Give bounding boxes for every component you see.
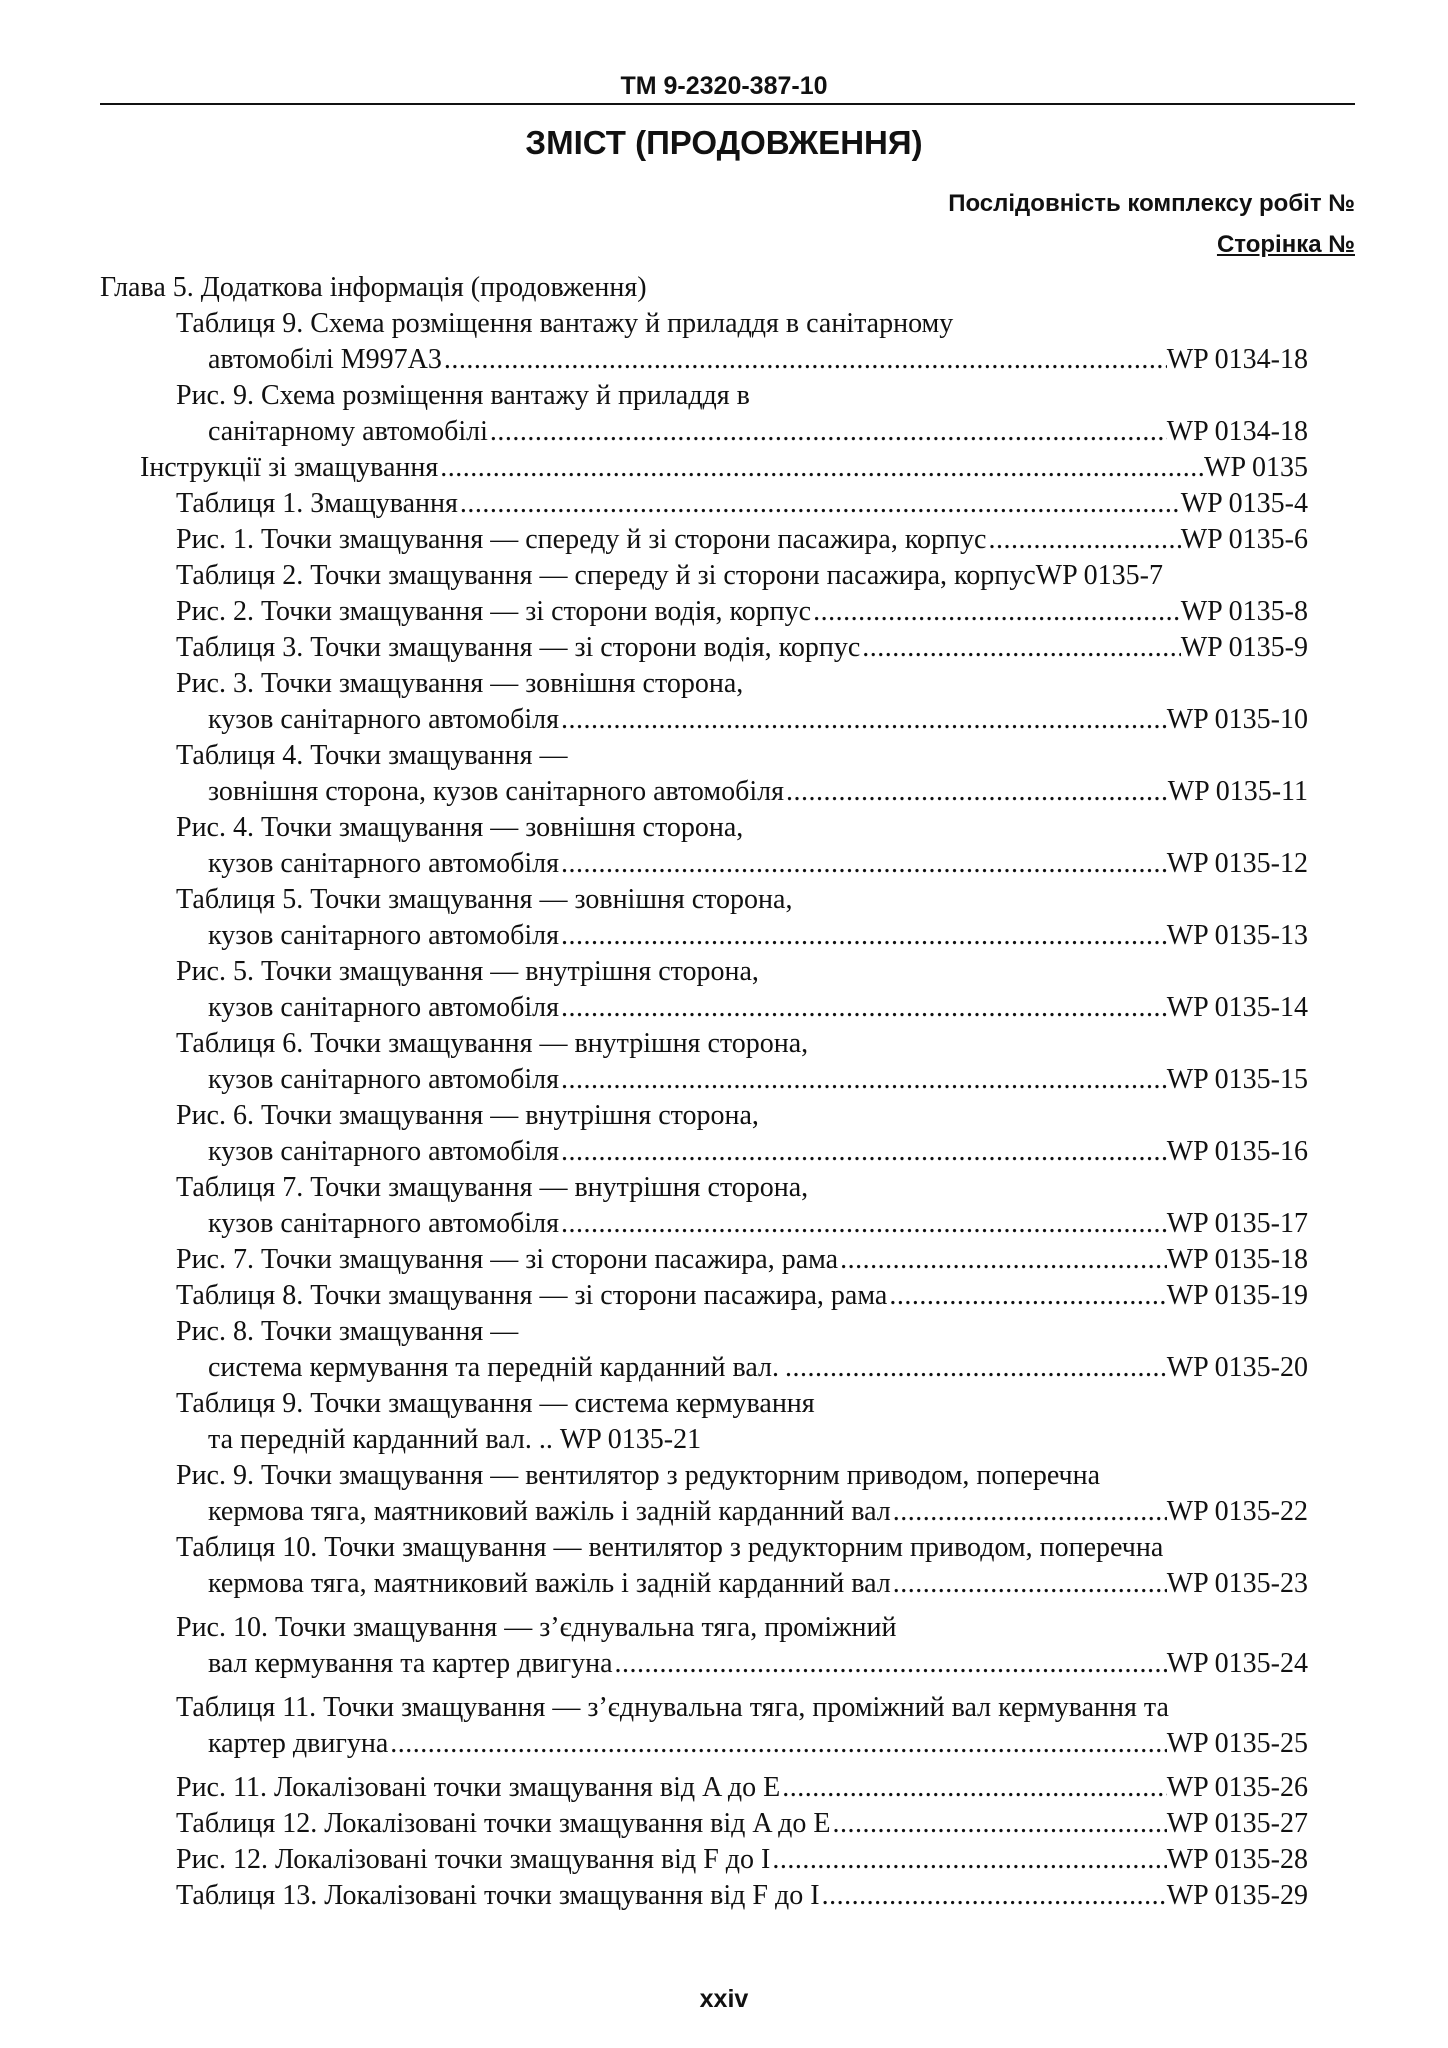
toc-entry (176, 524, 1308, 556)
toc-entry-page: WP 0135-12 (1166, 848, 1308, 879)
toc-entry-page: WP 0135-13 (1166, 920, 1308, 951)
dot-leader (770, 1844, 1166, 1876)
toc-entry-title: Таблиця 4. Точки змащування — (176, 740, 568, 771)
toc-entry-title: Таблиця 5. Точки змащування — зовнішня сторона, (176, 884, 793, 915)
toc-entry-page: WP 0135 (1204, 452, 1308, 483)
toc-entry-title: Рис. 10. Точки змащування — з’єднувальна тяга, проміжний (176, 1612, 897, 1643)
toc-entry-page: WP 0135-9 (1180, 632, 1308, 663)
toc-entry-title: Рис. 9. Схема розміщення вантажу й приладдя в (176, 380, 750, 411)
toc-entry-page: WP 0135-17 (1166, 1208, 1308, 1239)
toc-entry (208, 992, 1308, 1024)
dot-leader (838, 1244, 1167, 1276)
toc-entry-title: Рис. 6. Точки змащування — внутрішня сторона, (176, 1100, 759, 1131)
toc-entry (176, 1772, 1308, 1804)
toc-entry-page: WP 0135-10 (1166, 704, 1308, 735)
toc-chapter-heading: Глава 5. Додаткова інформація (продовження) (100, 272, 647, 303)
toc-entry-title: кузов санітарного автомобіля (208, 1208, 559, 1239)
toc-entry-title: система кермування та передній карданний вал. (208, 1352, 780, 1383)
toc-entry-title: кермова тяга, маятниковий важіль і задній карданний вал (208, 1568, 891, 1599)
dot-leader (559, 992, 1167, 1024)
dot-leader (613, 1648, 1167, 1680)
toc-entry (208, 776, 1308, 808)
toc-entry (208, 416, 1308, 448)
dot-leader (559, 1208, 1167, 1240)
toc-entry-title: Таблиця 10. Точки змащування — вентилятор з редукторним приводом, поперечна (176, 1532, 1164, 1563)
dot-leader (559, 920, 1167, 952)
dot-leader (891, 1496, 1167, 1528)
dot-leader (887, 1280, 1166, 1312)
toc-entry (208, 344, 1308, 376)
toc-entry-title: санітарному автомобілі (208, 416, 488, 447)
toc-entry (140, 452, 1308, 484)
toc-entry-page: WP 0135-4 (1180, 488, 1308, 519)
dot-leader (559, 1064, 1167, 1096)
toc-entry-title: зовнішня сторона, кузов санітарного автомобіля (208, 776, 784, 807)
toc-entry (208, 920, 1308, 952)
dot-leader (784, 776, 1168, 808)
toc-entry-page: WP 0135-25 (1166, 1728, 1308, 1759)
dot-leader (559, 704, 1167, 736)
column-heading-page: Сторінка № (1216, 231, 1355, 258)
toc-entry-title: Рис. 1. Точки змащування — спереду й зі сторони пасажира, корпус (176, 524, 987, 555)
dot-leader (820, 1880, 1167, 1912)
toc-entry-page: WP 0135-14 (1166, 992, 1308, 1023)
toc-entry (176, 632, 1308, 664)
toc-entry-title: Таблиця 2. Точки змащування — спереду й зі сторони пасажира, корпус (176, 560, 1036, 591)
toc-entry (208, 704, 1308, 736)
dot-leader (891, 1568, 1167, 1600)
toc-entry-title: Рис. 7. Точки змащування — зі сторони пасажира, рама (176, 1244, 839, 1275)
toc-entry (176, 1844, 1308, 1876)
toc-entry (208, 1648, 1308, 1680)
toc-entry-title: картер двигуна (208, 1728, 389, 1759)
page-number: xxiv (699, 1985, 749, 2013)
toc-entry (208, 1208, 1308, 1240)
toc-entry (208, 1352, 1308, 1384)
toc-entry (176, 1808, 1308, 1840)
dot-leader (780, 1772, 1167, 1804)
toc-entry-title: Рис. 4. Точки змащування — зовнішня сторона, (176, 812, 744, 843)
toc-entry-title: кузов санітарного автомобіля (208, 992, 559, 1023)
dot-leader (438, 452, 1204, 484)
toc-entry-page: WP 0134-18 (1166, 416, 1308, 447)
toc-entry-title: Рис. 9. Точки змащування — вентилятор з редукторним приводом, поперечна (176, 1460, 1101, 1491)
toc-entry-page: WP 0135-19 (1166, 1280, 1308, 1311)
dot-leader (559, 848, 1167, 880)
toc-entry-title: автомобілі M997A3 (208, 344, 442, 375)
toc-entry-title: кузов санітарного автомобіля (208, 920, 559, 951)
toc-entry-title: Таблиця 9. Точки змащування — система кермування (176, 1388, 815, 1419)
toc-entry-page: WP 0135-26 (1166, 1772, 1308, 1803)
toc-entry-title: Рис. 5. Точки змащування — внутрішня сторона, (176, 956, 759, 987)
toc-entry-title: кермова тяга, маятниковий важіль і задній карданний вал (208, 1496, 891, 1527)
toc-entry-title: Інструкції зі змащування (140, 452, 439, 483)
toc-entry-title: Таблиця 6. Точки змащування — внутрішня сторона, (176, 1028, 809, 1059)
dot-leader (388, 1728, 1166, 1760)
toc-entry-title: Таблиця 7. Точки змащування — внутрішня сторона, (176, 1172, 809, 1203)
toc-entry-page: WP 0135-18 (1166, 1244, 1308, 1275)
toc-entry-page: WP 0135-6 (1180, 524, 1308, 555)
toc-entry-page: WP 0135-29 (1166, 1880, 1308, 1911)
toc-entry-page: WP 0135-27 (1166, 1808, 1308, 1839)
toc-entry (208, 1568, 1308, 1600)
toc-entry (208, 1064, 1308, 1096)
toc-entry-title: Рис. 2. Точки змащування — зі сторони водія, корпус (176, 596, 812, 627)
toc-entry-page: WP 0135-24 (1166, 1648, 1308, 1679)
toc-entry (208, 848, 1308, 880)
toc-entry (208, 1496, 1308, 1528)
toc-entry-title: вал кермування та картер двигуна (208, 1648, 613, 1679)
dot-leader (488, 416, 1167, 448)
toc-entry-title: Таблиця 13. Локалізовані точки змащування від F до I (176, 1880, 820, 1911)
toc-entry-title: Таблиця 9. Схема розміщення вантажу й приладдя в санітарному (176, 308, 954, 339)
toc-entry-page: WP 0134-18 (1166, 344, 1308, 375)
dot-leader (811, 596, 1181, 628)
toc-entry-page: WP 0135-7 (1035, 560, 1163, 591)
toc-entry-title: Таблиця 8. Точки змащування — зі сторони пасажира, рама (176, 1280, 888, 1311)
toc-entry (208, 1136, 1308, 1168)
toc-entry-page: WP 0135-23 (1166, 1568, 1308, 1599)
toc-entry-title: кузов санітарного автомобіля (208, 1136, 559, 1167)
toc-entry-page: WP 0135-15 (1166, 1064, 1308, 1095)
toc-entry-title: Рис. 3. Точки змащування — зовнішня сторона, (176, 668, 744, 699)
toc-entry-title: та передній карданний вал. .. WP 0135-21 (208, 1424, 702, 1455)
dot-leader (559, 1136, 1167, 1168)
toc-entry-page: WP 0135-22 (1166, 1496, 1308, 1527)
toc-entry-page: WP 0135-11 (1167, 776, 1308, 807)
toc-entry (176, 596, 1308, 628)
toc-entry-page: WP 0135-16 (1166, 1136, 1308, 1167)
toc-entry (176, 560, 1163, 592)
dot-leader (986, 524, 1180, 556)
toc-entry (176, 1280, 1308, 1312)
toc-entry (176, 488, 1308, 520)
column-heading-sequence: Послідовність комплексу робіт № (948, 190, 1355, 217)
toc-entry-title: Таблиця 11. Точки змащування — з’єднувальна тяга, проміжний вал кермування та (176, 1692, 1169, 1723)
toc-entry-title: Таблиця 3. Точки змащування — зі сторони водія, корпус (176, 632, 861, 663)
toc-entry-page: WP 0135-20 (1166, 1352, 1308, 1383)
dot-leader (458, 488, 1181, 520)
document-id: TM 9-2320-387-10 (620, 72, 828, 100)
toc-entry (208, 1728, 1308, 1760)
toc-entry-title: Таблиця 12. Локалізовані точки змащування від A до E (176, 1808, 831, 1839)
toc-entry-title: Рис. 12. Локалізовані точки змащування від F до I (176, 1844, 771, 1875)
toc-entry (176, 1244, 1308, 1276)
toc-entry-page: WP 0135-28 (1166, 1844, 1308, 1875)
toc-entry-title: кузов санітарного автомобіля (208, 1064, 559, 1095)
toc-entry-page: WP 0135-8 (1180, 596, 1308, 627)
toc-entry-title: Рис. 11. Локалізовані точки змащування від A до E (176, 1772, 781, 1803)
dot-leader (779, 1352, 1167, 1384)
dot-leader (442, 344, 1167, 376)
dot-leader (830, 1808, 1166, 1840)
toc-entry (176, 1880, 1308, 1912)
toc-entry-title: кузов санітарного автомобіля (208, 848, 559, 879)
dot-leader (860, 632, 1180, 664)
page-title: ЗМІСТ (ПРОДОВЖЕННЯ) (525, 124, 923, 161)
toc-entry-title: Рис. 8. Точки змащування — (176, 1316, 519, 1347)
toc-entry-title: Таблиця 1. Змащування (176, 488, 458, 519)
toc-entry-title: кузов санітарного автомобіля (208, 704, 559, 735)
